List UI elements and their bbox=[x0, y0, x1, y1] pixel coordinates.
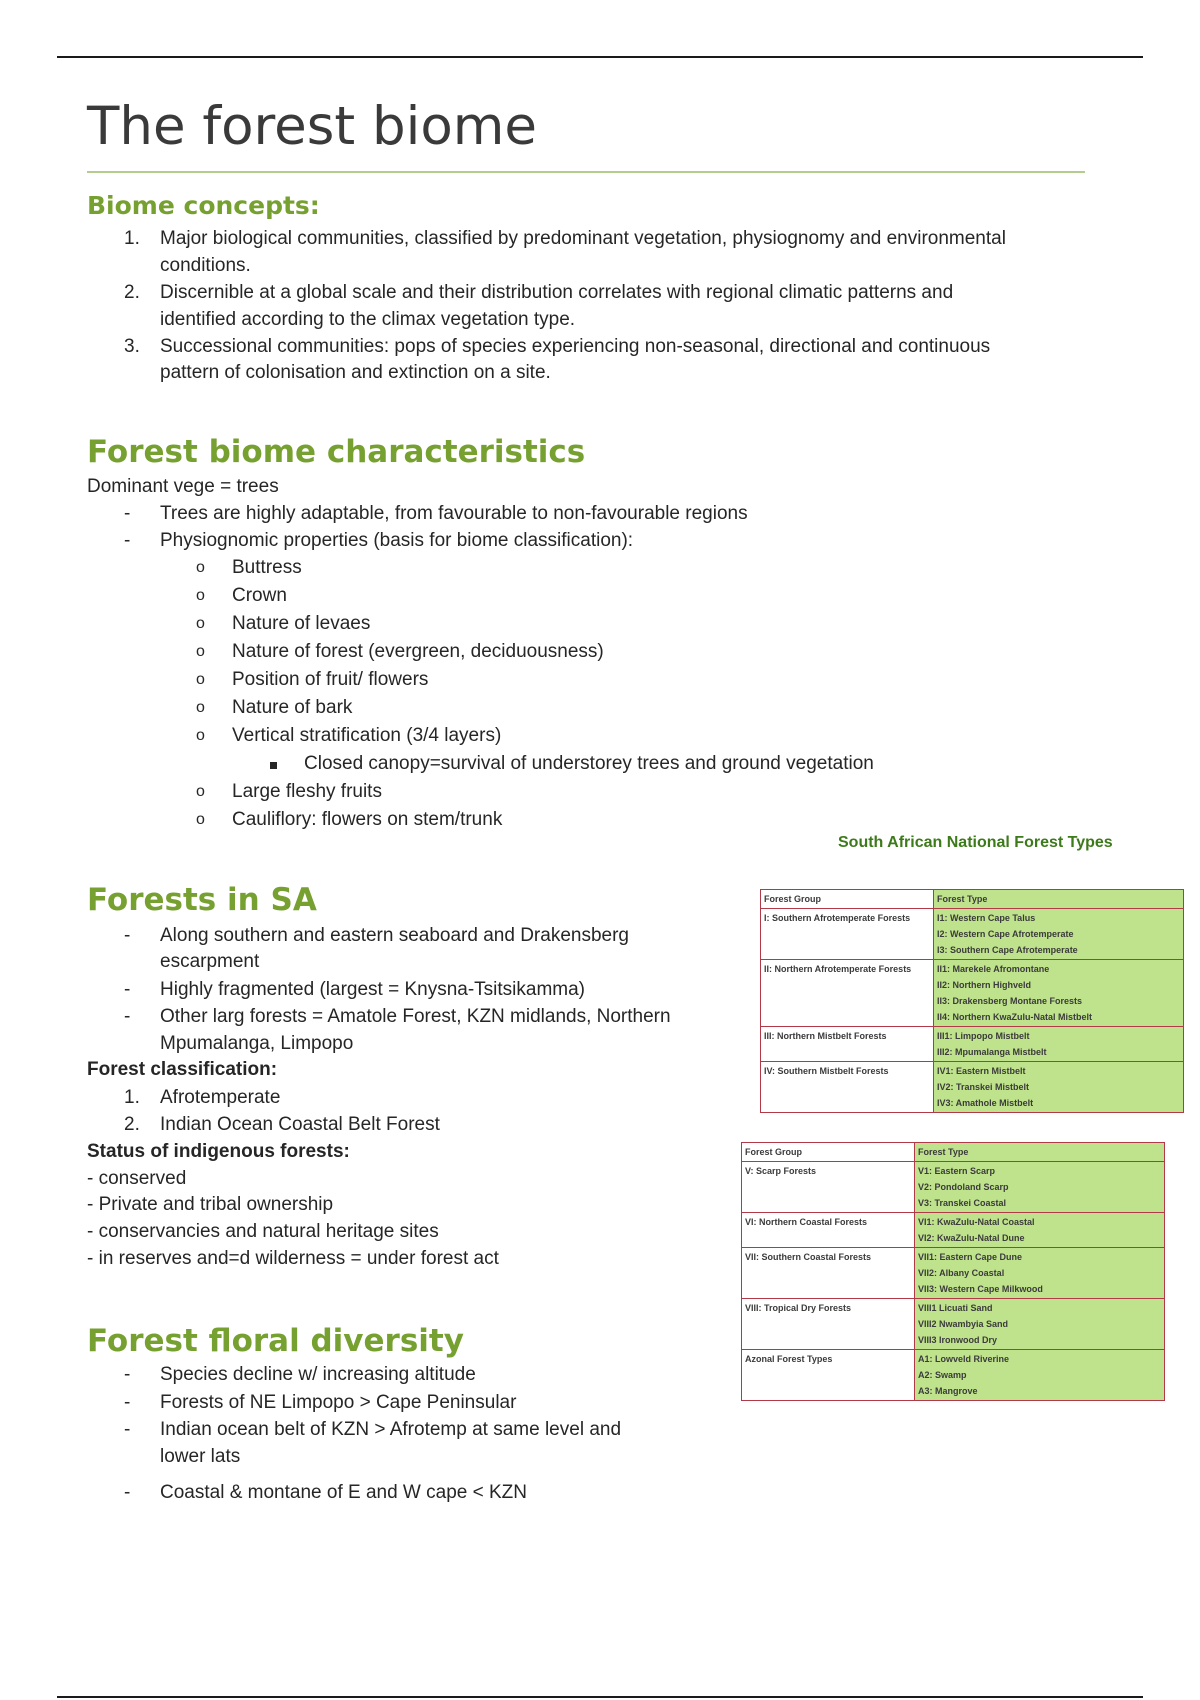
circle-bullet: o bbox=[196, 783, 205, 800]
forest-type: A3: Mangrove bbox=[918, 1386, 978, 1396]
forest-type: IV1: Eastern Mistbelt bbox=[937, 1066, 1026, 1076]
forest-group-cell: Azonal Forest Types bbox=[742, 1350, 915, 1401]
forest-type: II4: Northern KwaZulu-Natal Mistbelt bbox=[937, 1012, 1093, 1022]
forest-type: A1: Lowveld Riverine bbox=[918, 1354, 1010, 1364]
floral-bullet-line: lower lats bbox=[160, 1446, 241, 1467]
forest-group-cell: I: Southern Afrotemperate Forests bbox=[761, 909, 934, 960]
forest-type: V2: Pondoland Scarp bbox=[918, 1182, 1009, 1192]
forest-types-table-1 bbox=[760, 889, 1184, 1113]
forest-type: III2: Mpumalanga Mistbelt bbox=[937, 1047, 1047, 1057]
forest-type-cell bbox=[934, 909, 1184, 960]
forest-type-cell bbox=[934, 1027, 1184, 1062]
dash-bullet: - bbox=[124, 925, 131, 946]
characteristics-bullet: Trees are highly adaptable, from favourable to non-favourable regions bbox=[160, 503, 748, 524]
table-row bbox=[742, 1213, 1165, 1248]
forest-type: II3: Drakensberg Montane Forests bbox=[937, 996, 1083, 1006]
floral-bullet-line: Indian ocean belt of KZN > Afrotemp at same level and bbox=[160, 1419, 622, 1440]
sa-bullet-line: escarpment bbox=[160, 951, 260, 972]
physiognomic-item: Nature of bark bbox=[232, 697, 353, 718]
characteristics-heading: Forest biome characteristics bbox=[87, 434, 586, 470]
forest-type: V1: Eastern Scarp bbox=[918, 1166, 996, 1176]
concept-line: Major biological communities, classified by predominant vegetation, physiognomy and environmental bbox=[160, 228, 1006, 249]
forest-type: I2: Western Cape Afrotemperate bbox=[937, 929, 1074, 939]
floral-bullet-line: Forests of NE Limpopo > Cape Peninsular bbox=[160, 1392, 517, 1413]
physiognomic-item: Large fleshy fruits bbox=[232, 781, 382, 802]
table-row bbox=[761, 1027, 1184, 1062]
forest-group-cell: VII: Southern Coastal Forests bbox=[742, 1248, 915, 1299]
page-title: The forest biome bbox=[87, 96, 538, 157]
title-underline bbox=[87, 171, 1085, 173]
forest-group-cell: II: Northern Afrotemperate Forests bbox=[761, 960, 934, 1027]
status-item: - conserved bbox=[87, 1168, 187, 1189]
dash-bullet: - bbox=[124, 1482, 131, 1503]
table-header-group: Forest Group bbox=[761, 890, 934, 909]
forest-type: VI1: KwaZulu-Natal Coastal bbox=[918, 1217, 1035, 1227]
concept-line: pattern of colonisation and extinction on a site. bbox=[160, 362, 551, 383]
forest-type: V3: Transkei Coastal bbox=[918, 1198, 1007, 1208]
forest-type: VIII3 Ironwood Dry bbox=[918, 1335, 998, 1345]
physiognomic-subitem: Closed canopy=survival of understorey trees and ground vegetation bbox=[304, 753, 874, 774]
top-rule bbox=[57, 56, 1143, 58]
circle-bullet: o bbox=[196, 643, 205, 660]
forest-type: VIII2 Nwambyia Sand bbox=[918, 1319, 1009, 1329]
dash-bullet: - bbox=[124, 530, 131, 551]
forest-type-cell bbox=[915, 1299, 1165, 1350]
dash-bullet: - bbox=[124, 979, 131, 1000]
sa-bullet-line: Highly fragmented (largest = Knysna-Tsitsikamma) bbox=[160, 979, 586, 1000]
forest-group-cell: IV: Southern Mistbelt Forests bbox=[761, 1062, 934, 1113]
floral-bullet-line: Coastal & montane of E and W cape < KZN bbox=[160, 1482, 527, 1503]
forest-type-cell bbox=[934, 960, 1184, 1027]
bottom-rule bbox=[57, 1696, 1143, 1698]
forest-type: II2: Northern Highveld bbox=[937, 980, 1032, 990]
forest-type: VIII1 Licuati Sand bbox=[918, 1303, 993, 1313]
concept-line: identified according to the climax vegetation type. bbox=[160, 309, 576, 330]
forest-group-cell: VIII: Tropical Dry Forests bbox=[742, 1299, 915, 1350]
physiognomic-item: Vertical stratification (3/4 layers) bbox=[232, 725, 502, 746]
circle-bullet: o bbox=[196, 615, 205, 632]
sa-bullet-line: Along southern and eastern seaboard and Drakensberg bbox=[160, 925, 629, 946]
forest-types-table-2 bbox=[741, 1142, 1165, 1401]
characteristics-intro: Dominant vege = trees bbox=[87, 476, 279, 497]
forest-type-cell bbox=[934, 1062, 1184, 1113]
floral-diversity-heading: Forest floral diversity bbox=[87, 1323, 464, 1359]
concept-line: conditions. bbox=[160, 255, 251, 276]
physiognomic-item: Buttress bbox=[232, 557, 302, 578]
concept-number: 2. bbox=[124, 282, 140, 303]
status-label: Status of indigenous forests: bbox=[87, 1141, 350, 1162]
forest-type-cell bbox=[915, 1162, 1165, 1213]
circle-bullet: o bbox=[196, 587, 205, 604]
forest-type: A2: Swamp bbox=[918, 1370, 967, 1380]
concept-number: 1. bbox=[124, 228, 140, 249]
forest-types-table-title: South African National Forest Types bbox=[838, 834, 1113, 851]
forest-type: VI2: KwaZulu-Natal Dune bbox=[918, 1233, 1025, 1243]
table-row bbox=[761, 1062, 1184, 1113]
status-item: - Private and tribal ownership bbox=[87, 1194, 334, 1215]
physiognomic-item: Nature of levaes bbox=[232, 613, 371, 634]
forest-type: VII3: Western Cape Milkwood bbox=[918, 1284, 1043, 1294]
classification-item: Afrotemperate bbox=[160, 1087, 281, 1108]
classification-item: Indian Ocean Coastal Belt Forest bbox=[160, 1114, 440, 1135]
forest-type: I3: Southern Cape Afrotemperate bbox=[937, 945, 1078, 955]
dash-bullet: - bbox=[124, 1419, 131, 1440]
table-header-type: Forest Type bbox=[934, 890, 1184, 909]
classification-number: 1. bbox=[124, 1087, 140, 1108]
dash-bullet: - bbox=[124, 1364, 131, 1385]
table-row bbox=[742, 1299, 1165, 1350]
forest-group-cell: VI: Northern Coastal Forests bbox=[742, 1213, 915, 1248]
forest-type: IV2: Transkei Mistbelt bbox=[937, 1082, 1030, 1092]
table-header-group: Forest Group bbox=[742, 1143, 915, 1162]
circle-bullet: o bbox=[196, 727, 205, 744]
forest-group-cell: III: Northern Mistbelt Forests bbox=[761, 1027, 934, 1062]
physiognomic-item: Crown bbox=[232, 585, 287, 606]
table-row bbox=[742, 1350, 1165, 1401]
forest-type-cell bbox=[915, 1350, 1165, 1401]
table-row bbox=[742, 1162, 1165, 1213]
table-header-type: Forest Type bbox=[915, 1143, 1165, 1162]
table-row bbox=[761, 909, 1184, 960]
dash-bullet: - bbox=[124, 503, 131, 524]
floral-bullet-line: Species decline w/ increasing altitude bbox=[160, 1364, 476, 1385]
forest-type: III1: Limpopo Mistbelt bbox=[937, 1031, 1030, 1041]
concept-line: Successional communities: pops of species experiencing non-seasonal, directional and continuous bbox=[160, 336, 991, 357]
status-item: - in reserves and=d wilderness = under forest act bbox=[87, 1248, 499, 1269]
sa-bullet-line: Mpumalanga, Limpopo bbox=[160, 1033, 354, 1054]
physiognomic-item: Cauliflory: flowers on stem/trunk bbox=[232, 809, 503, 830]
forest-type-cell bbox=[915, 1248, 1165, 1299]
table-row bbox=[742, 1248, 1165, 1299]
biome-concepts-heading: Biome concepts: bbox=[87, 191, 320, 220]
dash-bullet: - bbox=[124, 1392, 131, 1413]
sa-bullet-line: Other larg forests = Amatole Forest, KZN midlands, Northern bbox=[160, 1006, 671, 1027]
status-item: - conservancies and natural heritage sites bbox=[87, 1221, 439, 1242]
forest-group-cell: V: Scarp Forests bbox=[742, 1162, 915, 1213]
dash-bullet: - bbox=[124, 1006, 131, 1027]
forest-type: VII2: Albany Coastal bbox=[918, 1268, 1005, 1278]
forest-classification-label: Forest classification: bbox=[87, 1059, 278, 1080]
table-row bbox=[761, 960, 1184, 1027]
circle-bullet: o bbox=[196, 671, 205, 688]
characteristics-bullet: Physiognomic properties (basis for biome classification): bbox=[160, 530, 634, 551]
forest-type: II1: Marekele Afromontane bbox=[937, 964, 1050, 974]
classification-number: 2. bbox=[124, 1114, 140, 1135]
physiognomic-item: Nature of forest (evergreen, deciduousness) bbox=[232, 641, 604, 662]
forest-type: IV3: Amathole Mistbelt bbox=[937, 1098, 1034, 1108]
circle-bullet: o bbox=[196, 811, 205, 828]
concept-number: 3. bbox=[124, 336, 140, 357]
forests-in-sa-heading: Forests in SA bbox=[87, 882, 317, 918]
square-bullet bbox=[270, 762, 277, 769]
forest-type: I1: Western Cape Talus bbox=[937, 913, 1036, 923]
physiognomic-item: Position of fruit/ flowers bbox=[232, 669, 429, 690]
forest-type: VII1: Eastern Cape Dune bbox=[918, 1252, 1023, 1262]
concept-line: Discernible at a global scale and their distribution correlates with regional climatic patterns and bbox=[160, 282, 954, 303]
circle-bullet: o bbox=[196, 559, 205, 576]
circle-bullet: o bbox=[196, 699, 205, 716]
forest-type-cell bbox=[915, 1213, 1165, 1248]
